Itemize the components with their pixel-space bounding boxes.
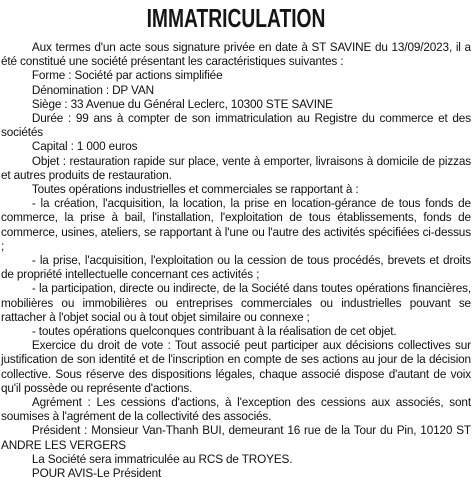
objet-paragraph: Objet : restauration rapide sur place, vente à emporter, livraisons à domicile de pizzas et autres produits de restauration.	[1, 153, 471, 182]
agrement-paragraph: Agrément : Les cessions d'actions, à l'exception des cessions aux associés, sont soumises à l'agrément de la collectivité des associés.	[1, 395, 471, 424]
capital-line: Capital : 1 000 euros	[31, 139, 138, 154]
vote-paragraph: Exercice du droit de vote : Tout associé peut participer aux décisions collectives sur justification de son identité et de l'inscription en compte de ses actions au jour de la décision collective. Sous réserve des dispositions légales, chaque associé dispose d'autant de voix qu'il possède ou représente d'actions.	[1, 338, 471, 395]
operations-item-2: - la prise, l'acquisition, l'exploitation ou la cession de tous procédés, brevets et droits de propriété intellectuelle concernant ces activités ;	[1, 253, 471, 282]
intro-paragraph: Aux termes d'un acte sous signature privée en date à ST SAVINE du 13/09/2023, il a été constitué une société présentant les caractéristiques suivantes :	[1, 40, 471, 69]
signature-line: POUR AVIS-Le Président	[31, 466, 162, 481]
operations-item-4: - toutes opérations quelconques contribuant à la réalisation de cet objet.	[31, 324, 397, 339]
operations-item-3: - la participation, directe ou indirecte, de la Société dans toutes opérations financières, mobilières ou immobilières ou entreprises commerciales ou industrielles pouvant se rattacher à l'objet social ou à tout objet similaire ou connexe ;	[1, 281, 471, 324]
forme-line: Forme : Société par actions simplifiée	[31, 68, 223, 83]
notice-title: IMMATRICULATION	[146, 3, 326, 33]
denomination-line: Dénomination : DP VAN	[31, 82, 154, 97]
legal-notice	[1, 3, 471, 480]
duree-line: Durée : 99 ans à compter de son immatriculation au Registre du commerce et des sociétés	[1, 111, 471, 140]
operations-intro: Toutes opérations industrielles et commerciales se rapportant à :	[31, 182, 359, 197]
rcs-line: La Société sera immatriculée au RCS de TROYES.	[31, 451, 293, 466]
siege-line: Siège : 33 Avenue du Général Leclerc, 10300 STE SAVINE	[31, 96, 333, 111]
notice-body	[1, 40, 471, 480]
president-paragraph: Président : Monsieur Van-Thanh BUI, demeurant 16 rue de la Tour du Pin, 10120 ST ANDRE LES VERGERS	[1, 423, 471, 452]
operations-item-1: - la création, l'acquisition, la location, la prise en location-gérance de tous fonds de commerce, la prise à bail, l'installation, l'exploitation de tous établissements, fonds de commerce, usines, ateliers, se rapportant à l'une ou l'autre des activités spécifiées ci-dessus ;	[1, 196, 471, 253]
